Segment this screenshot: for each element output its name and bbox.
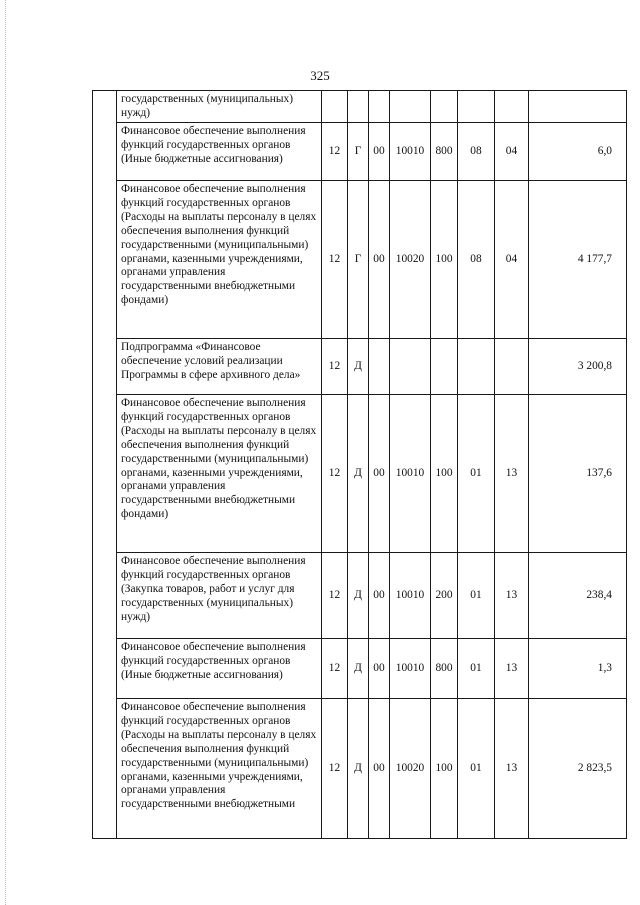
table-row [93,123,627,181]
cell-amount: 2 823,5 [529,699,627,839]
cell-name: Финансовое обеспечение выполнения функций государственных органов (Расходы на выплаты персоналу в целях обеспечения выполнения функций государственными (муниципальными) органами, казенными учреждениями, органами управления государственными внебюджетными [117,699,322,839]
cell-subsection: 04 [495,123,529,181]
cell-main-activity: 00 [369,181,390,339]
cell-program: 12 [322,339,348,395]
cell-amount: 1,3 [529,639,627,699]
cell-section: 08 [458,181,495,339]
cell-direction [390,339,431,395]
cell-expense-type: 200 [431,553,458,639]
cell-direction: 10010 [390,639,431,699]
margin-dotted-line [5,0,7,905]
cell-name: Финансовое обеспечение выполнения функций государственных органов (Расходы на выплаты персоналу в целях обеспечения выполнения функций государственными (муниципальными) органами, казенными учреждениями, органами управления государственными внебюджетными фондами) [117,395,322,553]
cell-name: Финансовое обеспечение выполнения функций государственных органов (Закупка товаров, работ и услуг для государственных (муниципальных) нужд) [117,553,322,639]
cell-program: 12 [322,123,348,181]
cell-section: 01 [458,699,495,839]
cell-direction: 10010 [390,395,431,553]
cell-main-activity [369,339,390,395]
table-row [93,91,627,123]
cell-subprogram: Д [348,639,369,699]
row-gutter-cell [93,339,117,395]
table-row [93,639,627,699]
row-gutter-cell [93,123,117,181]
cell-name: Финансовое обеспечение выполнения функций государственных органов (Иные бюджетные ассигнования) [117,639,322,699]
cell-section: 01 [458,395,495,553]
cell-subprogram: Г [348,123,369,181]
cell-program: 12 [322,639,348,699]
row-gutter-cell [93,639,117,699]
cell-expense-type: 800 [431,639,458,699]
row-gutter-cell [93,553,117,639]
cell-expense-type [431,339,458,395]
cell-name: государственных (муниципальных) нужд) [117,91,322,123]
cell-name: Подпрограмма «Финансовое обеспечение условий реализации Программы в сфере архивного дела» [117,339,322,395]
cell-direction: 10010 [390,123,431,181]
cell-subprogram: Д [348,339,369,395]
cell-section [458,91,495,123]
cell-direction: 10010 [390,553,431,639]
cell-main-activity: 00 [369,123,390,181]
row-gutter-cell [93,181,117,339]
page-number: 325 [310,68,330,83]
table-row [93,699,627,839]
cell-amount: 238,4 [529,553,627,639]
table-row [93,339,627,395]
budget-table-body [93,91,627,839]
cell-direction: 10020 [390,181,431,339]
cell-expense-type [431,91,458,123]
cell-subsection [495,91,529,123]
table-row [93,553,627,639]
cell-expense-type: 100 [431,395,458,553]
cell-section: 08 [458,123,495,181]
cell-direction [390,91,431,123]
cell-subprogram: Д [348,395,369,553]
row-gutter-cell [93,91,117,123]
cell-main-activity [369,91,390,123]
cell-expense-type: 800 [431,123,458,181]
cell-amount [529,91,627,123]
cell-subsection [495,339,529,395]
cell-expense-type: 100 [431,699,458,839]
cell-subprogram: Д [348,699,369,839]
cell-program: 12 [322,553,348,639]
cell-program [322,91,348,123]
cell-program: 12 [322,181,348,339]
cell-subprogram: Д [348,553,369,639]
cell-program: 12 [322,699,348,839]
cell-subsection: 04 [495,181,529,339]
cell-amount: 4 177,7 [529,181,627,339]
cell-subprogram: Г [348,181,369,339]
cell-amount: 3 200,8 [529,339,627,395]
cell-subprogram [348,91,369,123]
cell-subsection: 13 [495,395,529,553]
cell-subsection: 13 [495,553,529,639]
row-gutter-cell [93,699,117,839]
cell-section: 01 [458,639,495,699]
budget-table [92,90,627,839]
cell-main-activity: 00 [369,699,390,839]
cell-amount: 6,0 [529,123,627,181]
cell-amount: 137,6 [529,395,627,553]
cell-subsection: 13 [495,699,529,839]
cell-name: Финансовое обеспечение выполнения функций государственных органов (Иные бюджетные ассигнования) [117,123,322,181]
cell-section: 01 [458,553,495,639]
table-row [93,181,627,339]
cell-section [458,339,495,395]
cell-main-activity: 00 [369,395,390,553]
table-row [93,395,627,553]
cell-subsection: 13 [495,639,529,699]
cell-main-activity: 00 [369,639,390,699]
cell-main-activity: 00 [369,553,390,639]
cell-name: Финансовое обеспечение выполнения функций государственных органов (Расходы на выплаты персоналу в целях обеспечения выполнения функций государственными (муниципальными) органами, казенными учреждениями, органами управления государственными внебюджетными фондами) [117,181,322,339]
cell-expense-type: 100 [431,181,458,339]
cell-direction: 10020 [390,699,431,839]
cell-program: 12 [322,395,348,553]
row-gutter-cell [93,395,117,553]
